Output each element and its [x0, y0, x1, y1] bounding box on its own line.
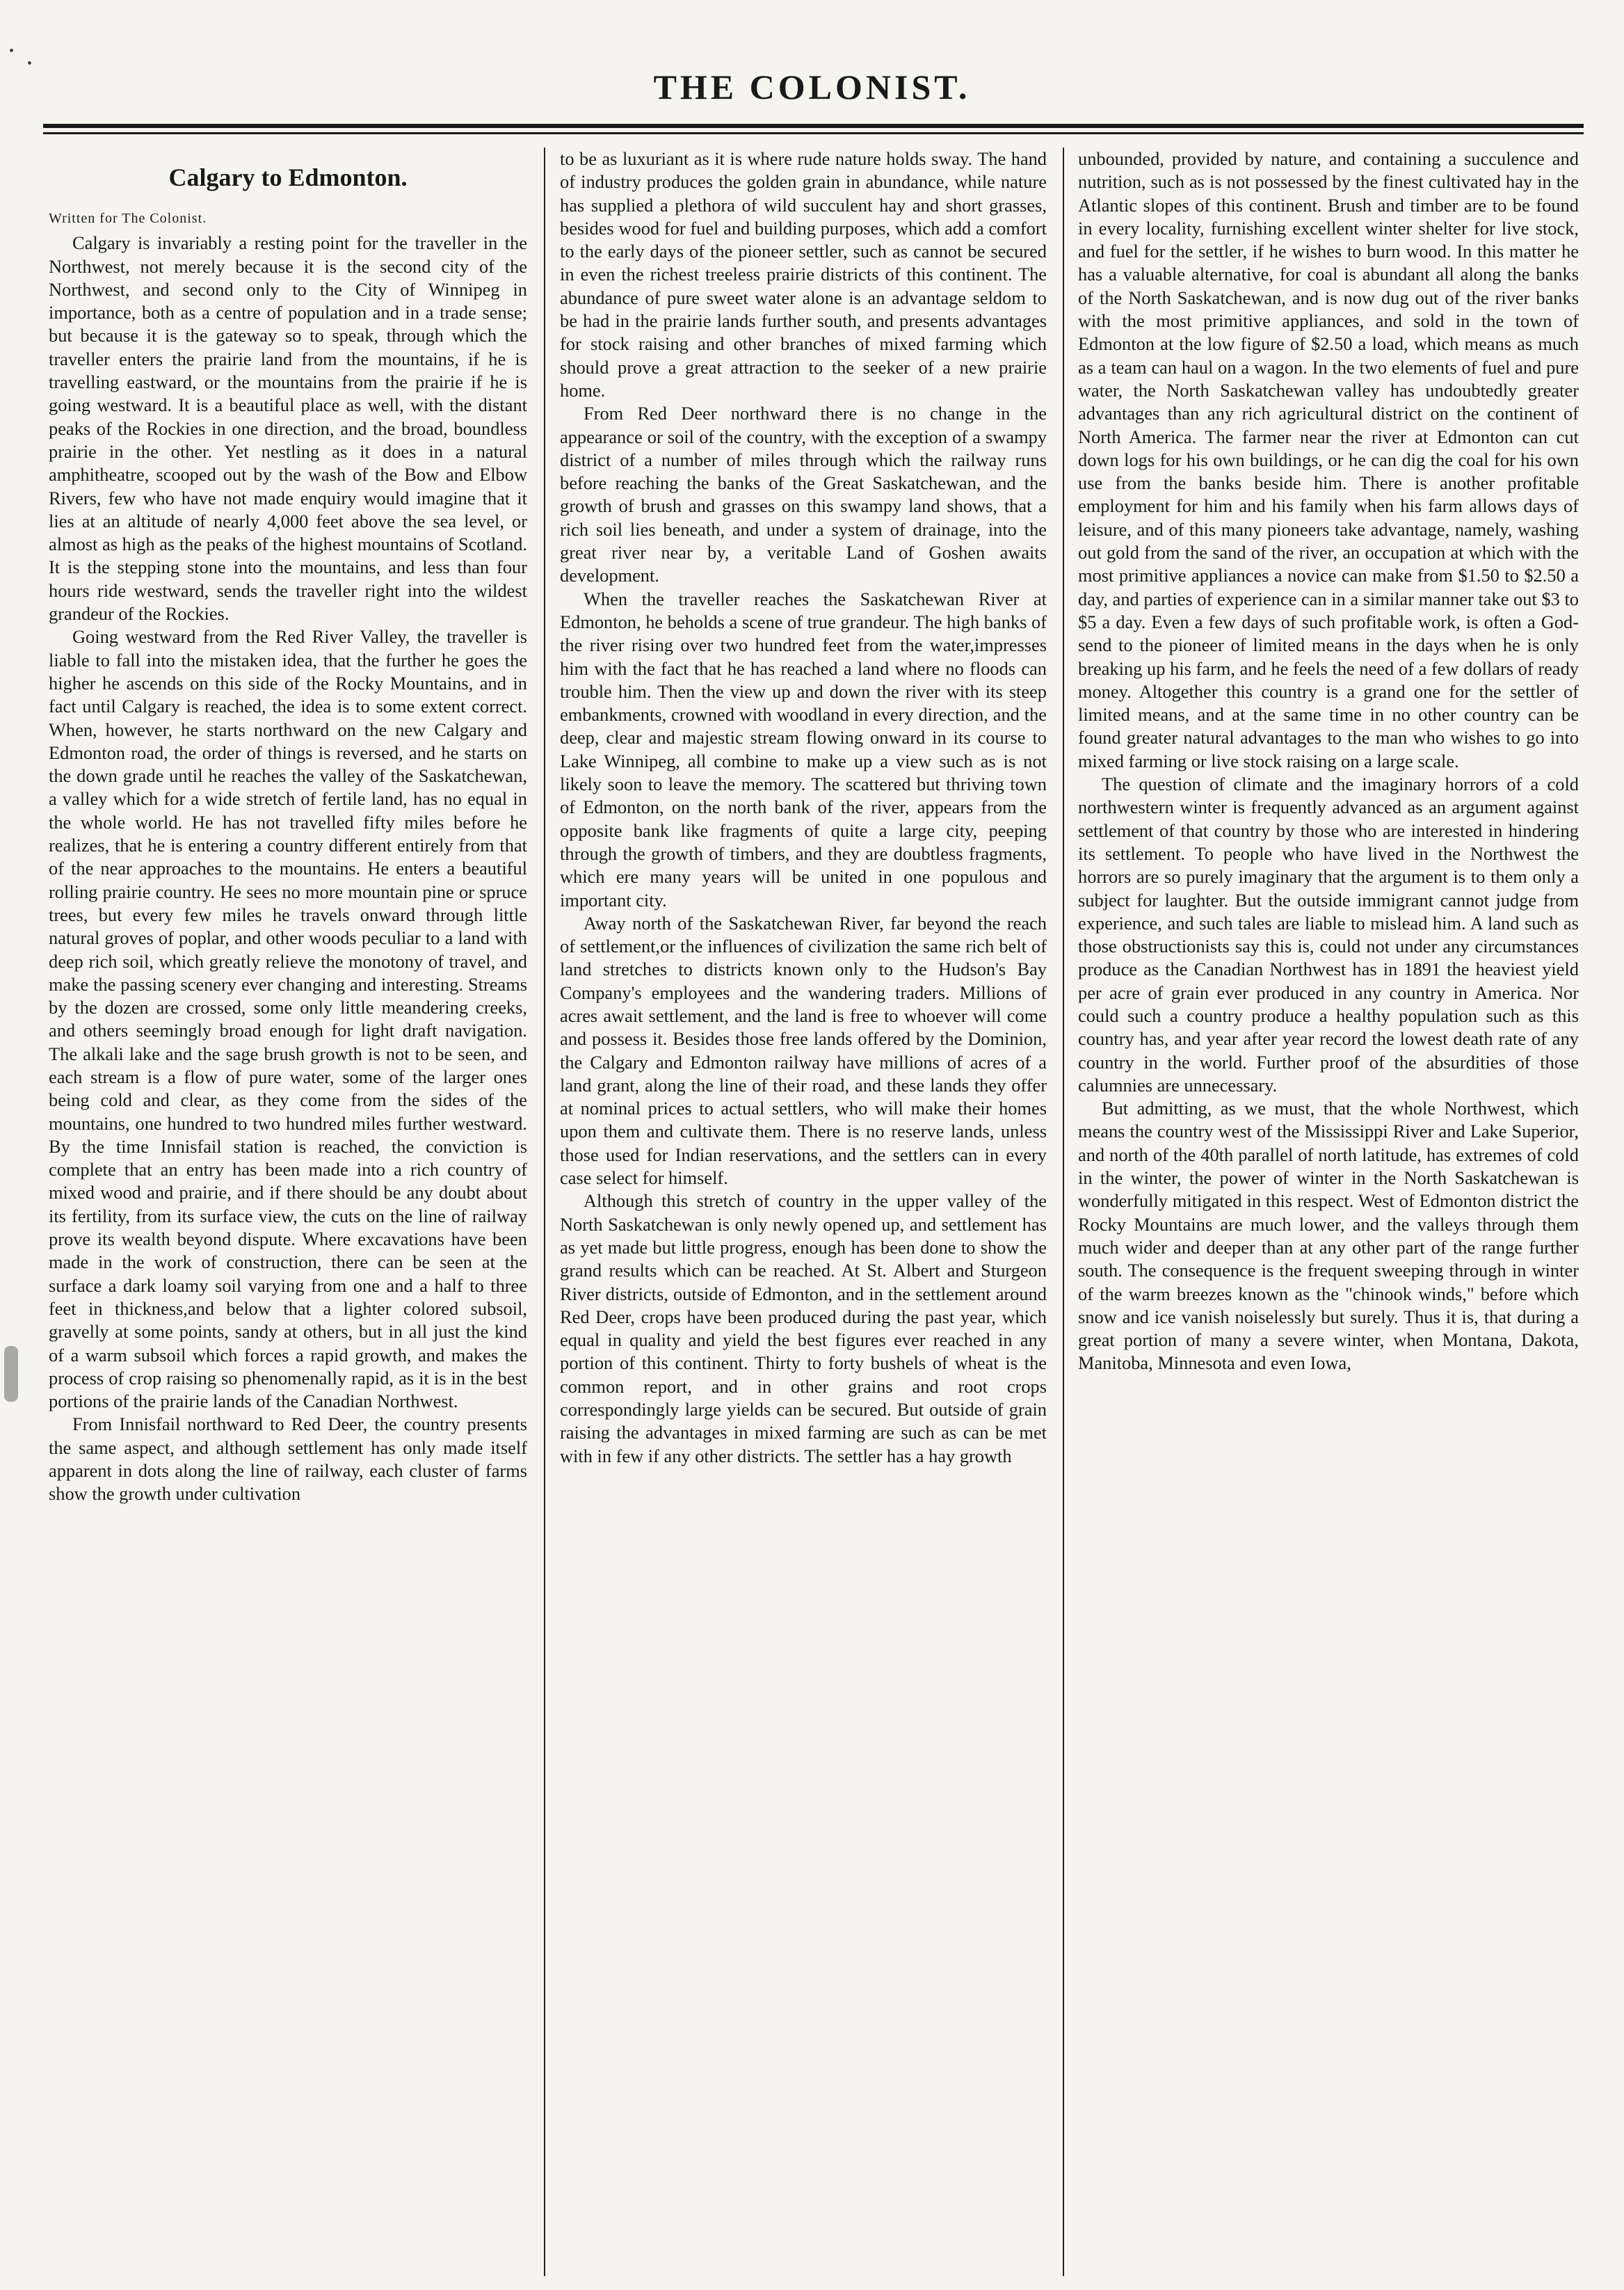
paragraph: to be as luxuriant as it is where rude nature holds sway. The hand of industry produces the golden grain in abundance, while nature has supplied a plethora of wild succulent hay and short grasses, besides wood for fuel and building purposes, which add a comfort to the early days of the pioneer settler, such as cannot be secured in even the richest treeless prairie districts of this continent. The abundance of pure sweet water alone is an advantage seldom to be had in the prairie lands further south, and presents advantages for stock raising and other branches of mixed farming which should prove a great attraction to the seeker of a new prairie home. — [560, 148, 1047, 401]
paragraph: The question of climate and the imaginary horrors of a cold northwestern winter is frequently advanced as an argument against settlement of that country by those who are interested in hindering its settlement. To people who have lived in the Northwest the horrors are so purely imaginary that the argument is to them only a subject for laughter. But the outside immigrant cannot judge from experience, and such tales are liable to mislead him. A land such as those obstructionists say this is, could not under any circumstances produce as the Canadian Northwest has in 1891 the heaviest yield per acre of grain ever produced in any country in America. Nor could such a country produce a healthy population such as this country has, and year after year record the lowest death rate of any country in the world. Further proof of the absurdities of those calumnies are unnecessary. — [1078, 774, 1579, 1096]
paragraph: When the traveller reaches the Saskatchewan River at Edmonton, he beholds a scene of true grandeur. The high banks of the river rising over two hundred feet from the water,impresses him with the fact that he has reached a land where no floods can trouble him. Then the view up and down the river with its steep embankments, crowned with woodland in every direction, and the deep, clear and majestic stream flowing onward in its course to Lake Winnipeg, all combine to make up a view such as is not likely soon to leave the memory. The scattered but thriving town of Edmonton, on the north bank of the river, appears from the opposite bank like fragments of quite a large city, peeping through the growth of timbers, and they are doubtless fragments, which ere many years will be united in one populous and important city. — [560, 588, 1047, 911]
masthead-rule-thin — [43, 132, 1584, 134]
paragraph: Going westward from the Red River Valley, the traveller is liable to fall into the mistaken idea, that the further he goes the higher he ascends on this side of the Rocky Mountains, and in fact until Calgary is reached, the idea is to some extent correct. When, however, he starts northward on the new Calgary and Edmonton road, the order of things is reversed, and he starts on the down grade until he reaches the valley of the Saskatchewan, a valley which for a wide stretch of fertile land, has no equal in the whole world. He has not travelled fifty miles before he realizes, that he is entering a country different entirely from that of the near approaches to the mountains. He enters a beautiful rolling prairie country. He sees no more mountain pine or spruce trees, but every few miles he travels onward through little natural groves of poplar, and other woods peculiar to a land with deep rich soil, which greatly relieve the monotony of travel, and make the passing scenery ever changing and interesting. Streams by the dozen are crossed, some only little meandering creeks, and others seemingly broad enough for light draft navigation. The alkali lake and the sage brush growth is not to be seen, and each stream is a flow of pure water, some of the larger ones being cold and clear, as they come from the sides of the mountains, one hundred to two hundred miles further westward. By the time Innisfail station is reached, the conviction is complete that an entry has been made into a rich country of mixed wood and prairie, and if there should be any doubt about its fertility, from its surface view, the cuts on the line of railway prove its wealth beyond dispute. Where excavations have been made in the work of construction, there can be seen at the surface a dark loamy soil varying from one and a half to three feet in thickness,and below that a lighter colored subsoil, gravelly at some points, sandy at others, but in all just the kind of a warm subsoil which forces a rapid growth, and makes the process of crop raising so phenomenally rapid, as it is in the best portions of the prairie lands of the Canadian Northwest. — [49, 626, 527, 1412]
ink-stain — [4, 1346, 18, 1402]
article-byline: Written for The Colonist. — [49, 211, 207, 226]
paragraph: Although this stretch of country in the upper valley of the North Saskatchewan is only newly opened up, and settlement has as yet made but little progress, enough has been done to show the grand results which can be reached. At St. Albert and Sturgeon River districts, outside of Edmonton, and in the settlement around Red Deer, crops have been produced during the past year, which equal in quality and yield the best figures ever reached in any portion of this continent. Thirty to forty bushels of wheat is the common report, and in other grains and root crops correspondingly large yields can be secured. But outside of grain raising the advantages in mixed farming are such as can be met with in few if any other districts. The settler has a hay growth — [560, 1190, 1047, 1466]
column-3 — [1078, 147, 1579, 2269]
newspaper-masthead: THE COLONIST. — [653, 67, 971, 106]
column-divider — [1063, 147, 1064, 2276]
paragraph: But admitting, as we must, that the whole Northwest, which means the country west of the Mississippi River and Lake Superior, and north of the 40th parallel of north latitude, has extremes of cold in the winter, the power of winter in the North Saskatchewan is wonderfully mitigated in this respect. West of Edmonton district the Rocky Mountains are much lower, and the valleys through them much wider and deeper than at any other part of the range further south. The consequence is the frequent sweeping through in winter of the warm breezes known as the "chinook winds," before which snow and ice vanish noiselessly but surely. Thus it is, that during a great portion of many a severe winter, when Montana, Dakota, Manitoba, Minnesota and even Iowa, — [1078, 1098, 1579, 1374]
paragraph: From Innisfail northward to Red Deer, the country presents the same aspect, and although settlement has only made itself apparent in dots along the line of railway, each cluster of farms show the growth under cultivation — [49, 1414, 527, 1505]
column-2 — [560, 147, 1047, 2269]
column-1 — [49, 147, 527, 2269]
column-divider — [544, 147, 545, 2276]
paragraph: Away north of the Saskatchewan River, far beyond the reach of settlement,or the influences of civilization the same rich belt of land stretches to districts known only to the Hudson's Bay Company's employees and the wandering traders. Millions of acres await settlement, and the land is free to whoever will come and possess it. Besides those free lands offered by the Dominion, the Calgary and Edmonton railway have millions of acres of a land grant, along the line of their road, and these lands they offer at nominal prices to actual settlers, who will make their homes upon them and cultivate them. There is no reserve lands, unless those used for Indian reservations, and the settlers can in every case select for himself. — [560, 912, 1047, 1189]
article-title: Calgary to Edmonton. — [168, 163, 408, 191]
paragraph: From Red Deer northward there is no change in the appearance or soil of the country, with the exception of a swampy district of a number of miles through which the railway runs before reaching the banks of the Great Saskatchewan, and the growth of brush and grasses on this swampy land shows, that a rich soil lies beneath, and under a system of drainage, into the great river near by, a veritable Land of Goshen awaits development. — [560, 403, 1047, 586]
paragraph: Calgary is invariably a resting point for the traveller in the Northwest, not merely because it is the second city of the Northwest, and second only to the City of Winnipeg in importance, both as a centre of population and in a trade sense; but because it is the gateway so to speak, through which the traveller enters the prairie land from the mountains, if he is travelling eastward, or the mountains from the prairie if he is going westward. It is a beautiful place as well, with the distant peaks of the Rockies in one direction, and the broad, boundless prairie in the other. Yet nestling as it does in a natural amphitheatre, scooped out by the wash of the Bow and Elbow Rivers, few who have not made enquiry would imagine that it lies at an altitude of nearly 4,000 feet above the sea level, or almost as high as the peaks of the highest mountains of Scotland. It is the stepping stone into the mountains, and less than four hours ride westward, sends the traveller right into the wildest grandeur of the Rockies. — [49, 232, 527, 625]
masthead-rule-thick — [43, 124, 1584, 128]
paragraph: unbounded, provided by nature, and containing a succulence and nutrition, such as is not possessed by the finest cultivated hay in the Atlantic slopes of this continent. Brush and timber are to be found in every locality, furnishing excellent winter shelter for live stock, and fuel for the settler, if he wishes to burn wood. In this matter he has a valuable alternative, for coal is abundant all along the banks of the North Saskatchewan, and is now dug out of the river banks with the most primitive appliances, and sold in the town of Edmonton at the low figure of $2.50 a load, which means as much as a team can haul on a wagon. In the two elements of fuel and pure water, the North Saskatchewan valley has undoubtedly greater advantages than any rich agricultural district on the continent of North America. The farmer near the river at Edmonton can cut down logs for his own buildings, or he can dig the coal for his own use from the banks beside him. There is another profitable employment for him and his family when his farm allows days of leisure, and of this many pioneers take advantage, namely, washing out gold from the sand of the river, an occupation at which with the most primitive appliances a novice can make from $1.50 to $2.50 a day, and parties of experience can in a similar manner take out $3 to $5 a day. Even a few days of such profitable work, is often a God-send to the pioneer of limited means in the days when he is only breaking up his farm, and he feels the need of a few dollars of ready money. Altogether this country is a grand one for the settler of limited means, and at the same time in no other country can be found greater natural advantages to the man who wishes to go into mixed farming or live stock raising on a large scale. — [1078, 148, 1579, 771]
